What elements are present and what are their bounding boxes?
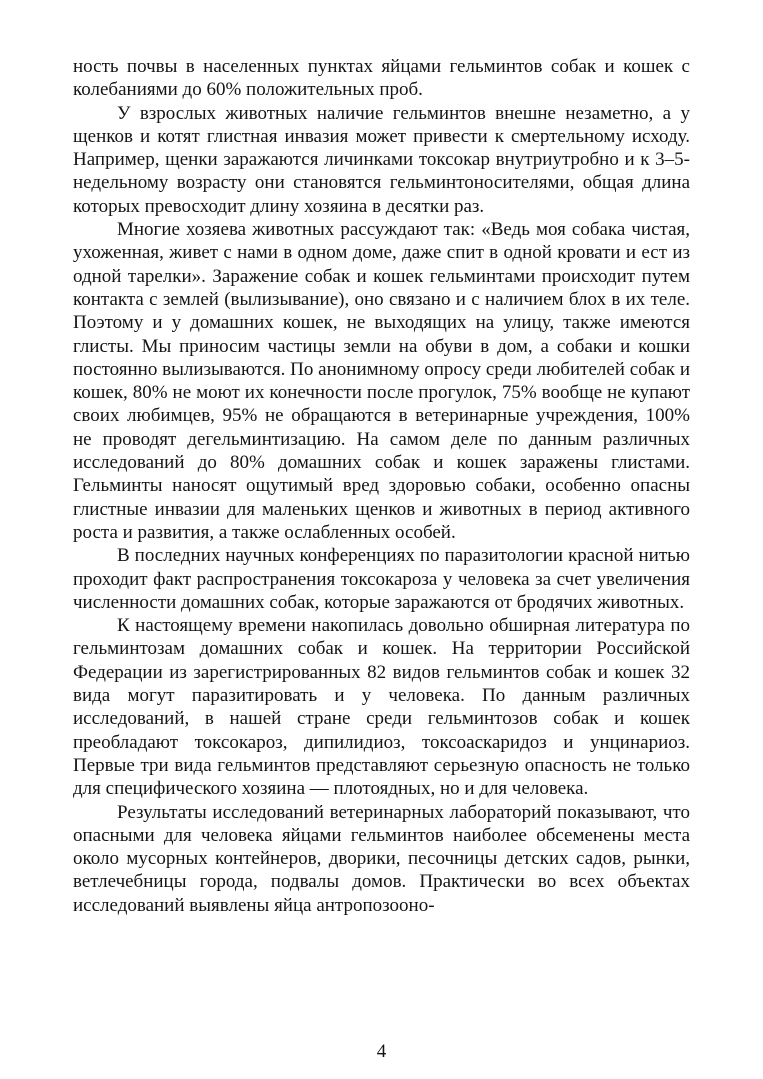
paragraph-literature: К настоящему времени накопилась довольно обширная литература по гельминтозам домашних собак и кошек. На территории Российской Федерации из зарегистрированных 82 видов гельминтов собак и кошек 32 вида могут паразитировать и у человека. По данным различных исследований, в нашей стране среди гельминтозов собак и кошек преобладают токсокароз, дипилидиоз, токсоаскаридоз и унцинариоз. Первые три вида гельминтов представляют серьезную опасность не только для специфического хозяина — плотоядных, но и для человека. — [73, 615, 690, 800]
paragraph-lab-results: Результаты исследований ветеринарных лабораторий показывают, что опасными для человека яйцами гельминтов наиболее обсеменены места около мусорных контейнеров, дворики, песочницы детских садов, рынки, ветлечебницы города, подвалы домов. Практически во всех объектах исследований выявлены яйца антропозооно- — [73, 801, 690, 916]
page-body — [73, 55, 690, 917]
page-number: 4 — [376, 1041, 387, 1062]
paragraph-conferences: В последних научных конференциях по паразитологии красной нитью проходит факт распространения токсокароза у человека за счет увеличения численности домашних собак, которые заражаются от бродячих животных. — [73, 545, 690, 613]
paragraph-adult-animals: У взрослых животных наличие гельминтов внешне незаметно, а у щенков и котят глистная инвазия может привести к смертельному исходу. Например, щенки заражаются личинками токсокар внутриутробно и к 3–5-недельному возрасту они становятся гельминтоносителями, общая длина которых превосходит длину хозяина в десятки раз. — [73, 102, 690, 217]
paragraph-continuation: ность почвы в населенных пунктах яйцами гельминтов собак и кошек с колебаниями до 60% положительных проб. — [73, 56, 690, 101]
paragraph-owners-reasoning: Многие хозяева животных рассуждают так: «Ведь моя собака чистая, ухоженная, живет с нами в одном доме, даже спит в одной кровати и ест из одной тарелки». Заражение собак и кошек гельминтами происходит путем контакта с землей (вылизывание), оно связано и с наличием блох в их теле. Поэтому и у домашних кошек, не выходящих на улицу, также имеются глисты. Мы приносим частицы земли на обуви в дом, а собаки и кошки постоянно вылизываются. По анонимному опросу среди любителей собак и кошек, 80% не моют их конечности после прогулок, 75% вообще не купают своих любимцев, 95% не обращаются в ветеринарные учреждения, 100% не проводят дегельминтизацию. На самом деле по данным различных исследований до 80% домашних собак и кошек заражены глистами. Гельминты наносят ощутимый вред здоровью собаки, особенно опасны глистные инвазии для маленьких щенков и животных в период активного роста и развития, а также ослабленных особей. — [73, 219, 690, 543]
